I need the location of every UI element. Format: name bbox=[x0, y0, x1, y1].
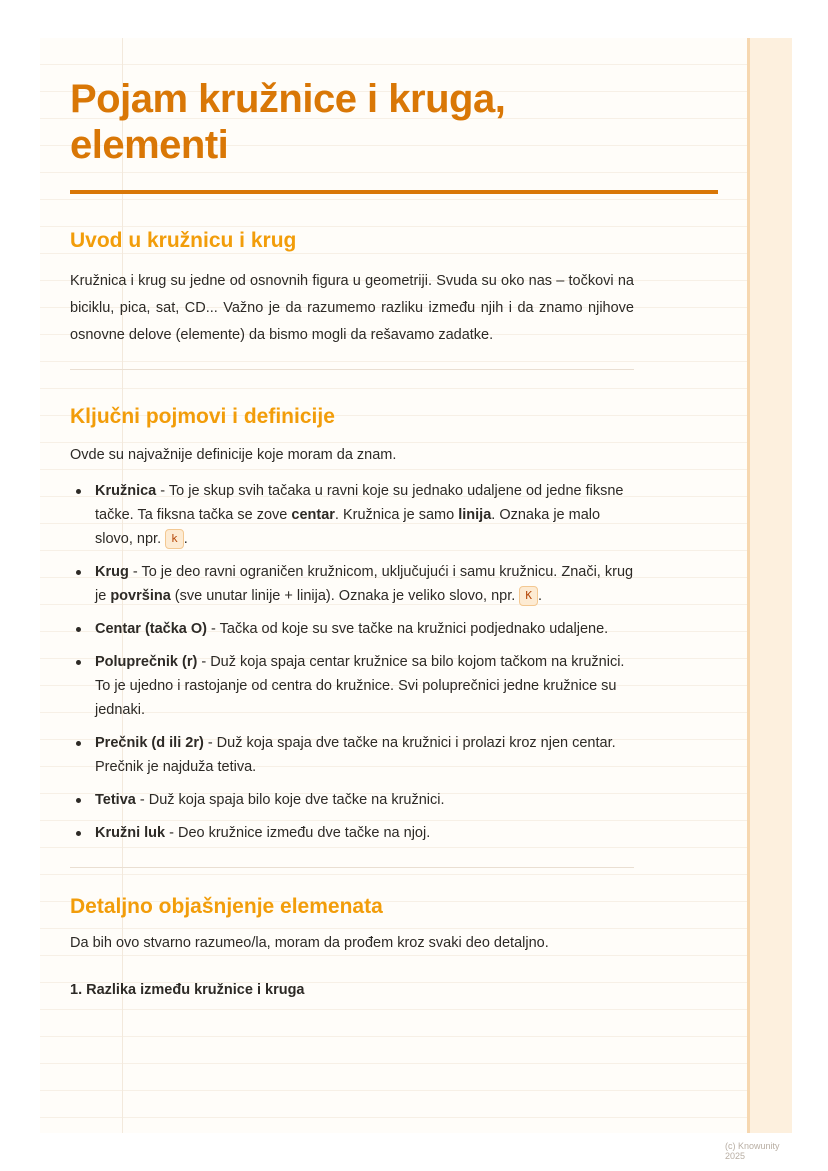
definition-text: - Duž koja spaja centar kružnice sa bilo kojom tačkom na kružnici. To je ujedno i rastojanje od centra do kružnice. Svi poluprečnici jedne kružnice su jednaki. bbox=[95, 654, 625, 718]
list-item bbox=[70, 821, 634, 845]
section-heading-details: Detaljno objašnjenje elemenata bbox=[70, 895, 383, 918]
inline-code: K bbox=[519, 586, 538, 606]
emphasis: površina bbox=[110, 588, 171, 604]
definition-text: - Deo kružnice između dve tačke na njoj. bbox=[165, 825, 431, 841]
definition-text: (sve unutar linije + linija). Oznaka je veliko slovo, npr. bbox=[170, 588, 520, 604]
definition-text: . bbox=[537, 588, 542, 604]
term: Krug bbox=[95, 564, 129, 580]
title-underline bbox=[70, 190, 718, 194]
term: Kružni luk bbox=[95, 825, 166, 841]
page-title: Pojam kružnice i kruga, elementi bbox=[70, 77, 506, 167]
term: Poluprečnik (r) bbox=[95, 654, 198, 670]
list-item bbox=[70, 617, 634, 641]
subsection-heading: 1. Razlika između kružnice i kruga bbox=[70, 982, 305, 998]
list-item bbox=[70, 650, 634, 722]
list-item bbox=[70, 788, 634, 812]
definition-text: - To je deo ravni ograničen kružnicom, uključujući i samu kružnicu. Znači, krug je bbox=[95, 564, 634, 604]
definition-text: . bbox=[183, 531, 188, 547]
term: Tetiva bbox=[95, 792, 136, 808]
details-lead: Da bih ovo stvarno razumeo/la, moram da prođem kroz svaki deo detaljno. bbox=[70, 935, 549, 951]
section-divider bbox=[70, 867, 634, 868]
intro-paragraph: Kružnica i krug su jedne od osnovnih figura u geometriji. Svuda su oko nas – točkovi na biciklu, pica, sat, CD... Važno je da razumemo razliku između njih i da znamo njihove osnovne delove (elemente) da bismo mogli da rešavamo zadatke. bbox=[70, 273, 634, 343]
copyright-notice: (c) Knowunity 2025 bbox=[725, 1141, 780, 1161]
definition-text: - Tačka od koje su sve tačke na kružnici podjednako udaljene. bbox=[207, 621, 609, 637]
list-item bbox=[70, 731, 634, 779]
term: Prečnik (d ili 2r) bbox=[95, 735, 204, 751]
term: Centar (tačka O) bbox=[95, 621, 208, 637]
definition-text: - Duž koja spaja bilo koje dve tačke na kružnici. bbox=[135, 792, 445, 808]
right-margin-strip bbox=[747, 38, 792, 1133]
definition-text: . Kružnica je samo bbox=[334, 507, 459, 523]
term: Kružnica bbox=[95, 483, 157, 499]
list-item bbox=[70, 479, 634, 551]
definition-text: . Oznaka je malo slovo, npr. bbox=[95, 507, 601, 547]
definitions-lead: Ovde su najvažnije definicije koje moram da znam. bbox=[70, 447, 397, 463]
section-heading-definitions: Ključni pojmovi i definicije bbox=[70, 405, 335, 428]
definition-text: - To je skup svih tačaka u ravni koje su jednako udaljene od jedne fiksne tačke. Ta fiksna tačka se zove bbox=[95, 483, 624, 523]
inline-code: k bbox=[165, 529, 184, 549]
emphasis: centar bbox=[291, 507, 335, 523]
section-divider bbox=[70, 369, 634, 370]
page-content bbox=[70, 76, 718, 1001]
definition-text: - Duž koja spaja dve tačke na kružnici i prolazi kroz njen centar. Prečnik je najduža tetiva. bbox=[95, 735, 616, 775]
list-item bbox=[70, 560, 634, 608]
emphasis: linija bbox=[458, 507, 492, 523]
note-page bbox=[40, 38, 792, 1161]
definitions-list bbox=[70, 479, 634, 845]
section-heading-intro: Uvod u kružnicu i krug bbox=[70, 229, 297, 252]
